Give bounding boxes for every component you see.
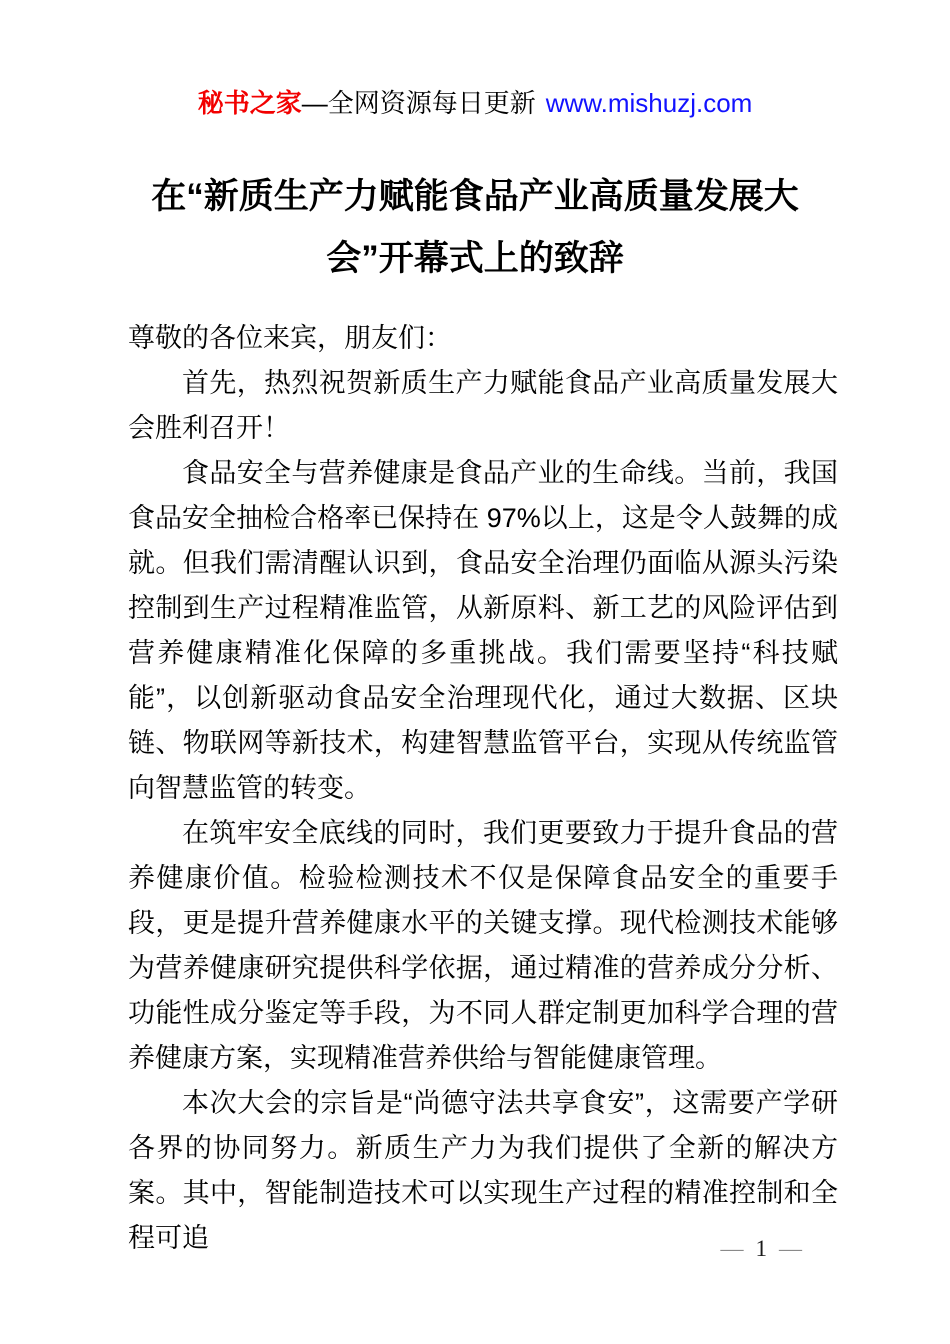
page-number-dash-left: — <box>720 1236 744 1261</box>
page-number-dash-right: — <box>779 1236 802 1261</box>
site-tagline: —全网资源每日更新 <box>301 88 536 118</box>
paragraph: 尊敬的各位来宾，朋友们： <box>128 323 452 353</box>
site-url-link[interactable]: www.mishuzj.com <box>545 88 753 118</box>
paragraph: 本次大会的宗旨是“尚德守法共享食安”，这需要产学研各界的协同努力。新质生产力为我们提供了全新的解决方案。其中，智能制造技术可以实现生产过程的精准控制和全程可追 <box>128 1088 838 1253</box>
site-header <box>0 0 950 122</box>
title-line-2: 会”开幕式上的致辞 <box>326 239 624 278</box>
title-line-1: 在“新质生产力赋能食品产业高质量发展大 <box>151 177 799 216</box>
paragraph: 在筑牢安全底线的同时，我们更要致力于提升食品的营养健康价值。检验检测技术不仅是保障食品安全的重要手段，更是提升营养健康水平的关键支撑。现代检测技术能够为营养健康研究提供科学依据，通过精准的营养成分分析、功能性成分鉴定等手段，为不同人群定制更加科学合理的营养健康方案，实现精准营养供给与智能健康管理。 <box>128 818 838 1073</box>
paragraph: 食品安全与营养健康是食品产业的生命线。当前，我国食品安全抽检合格率已保持在 97%以上，这是令人鼓舞的成就。但我们需清醒认识到，食品安全治理仍面临从源头污染控制到生产过程精准监管，从新原料、新工艺的风险评估到营养健康精准化保障的多重挑战。我们需要坚持“科技赋能”，以创新驱动食品安全治理现代化，通过大数据、区块链、物联网等新技术，构建智慧监管平台，实现从传统监管向智慧监管的转变。 <box>128 458 838 803</box>
document-body <box>128 316 838 1261</box>
site-name: 秘书之家 <box>197 88 302 118</box>
paragraph: 首先，热烈祝贺新质生产力赋能食品产业高质量发展大会胜利召开！ <box>128 368 838 443</box>
page-number-value: 1 <box>755 1236 767 1261</box>
page-number <box>721 1236 803 1262</box>
document-title <box>0 166 950 290</box>
